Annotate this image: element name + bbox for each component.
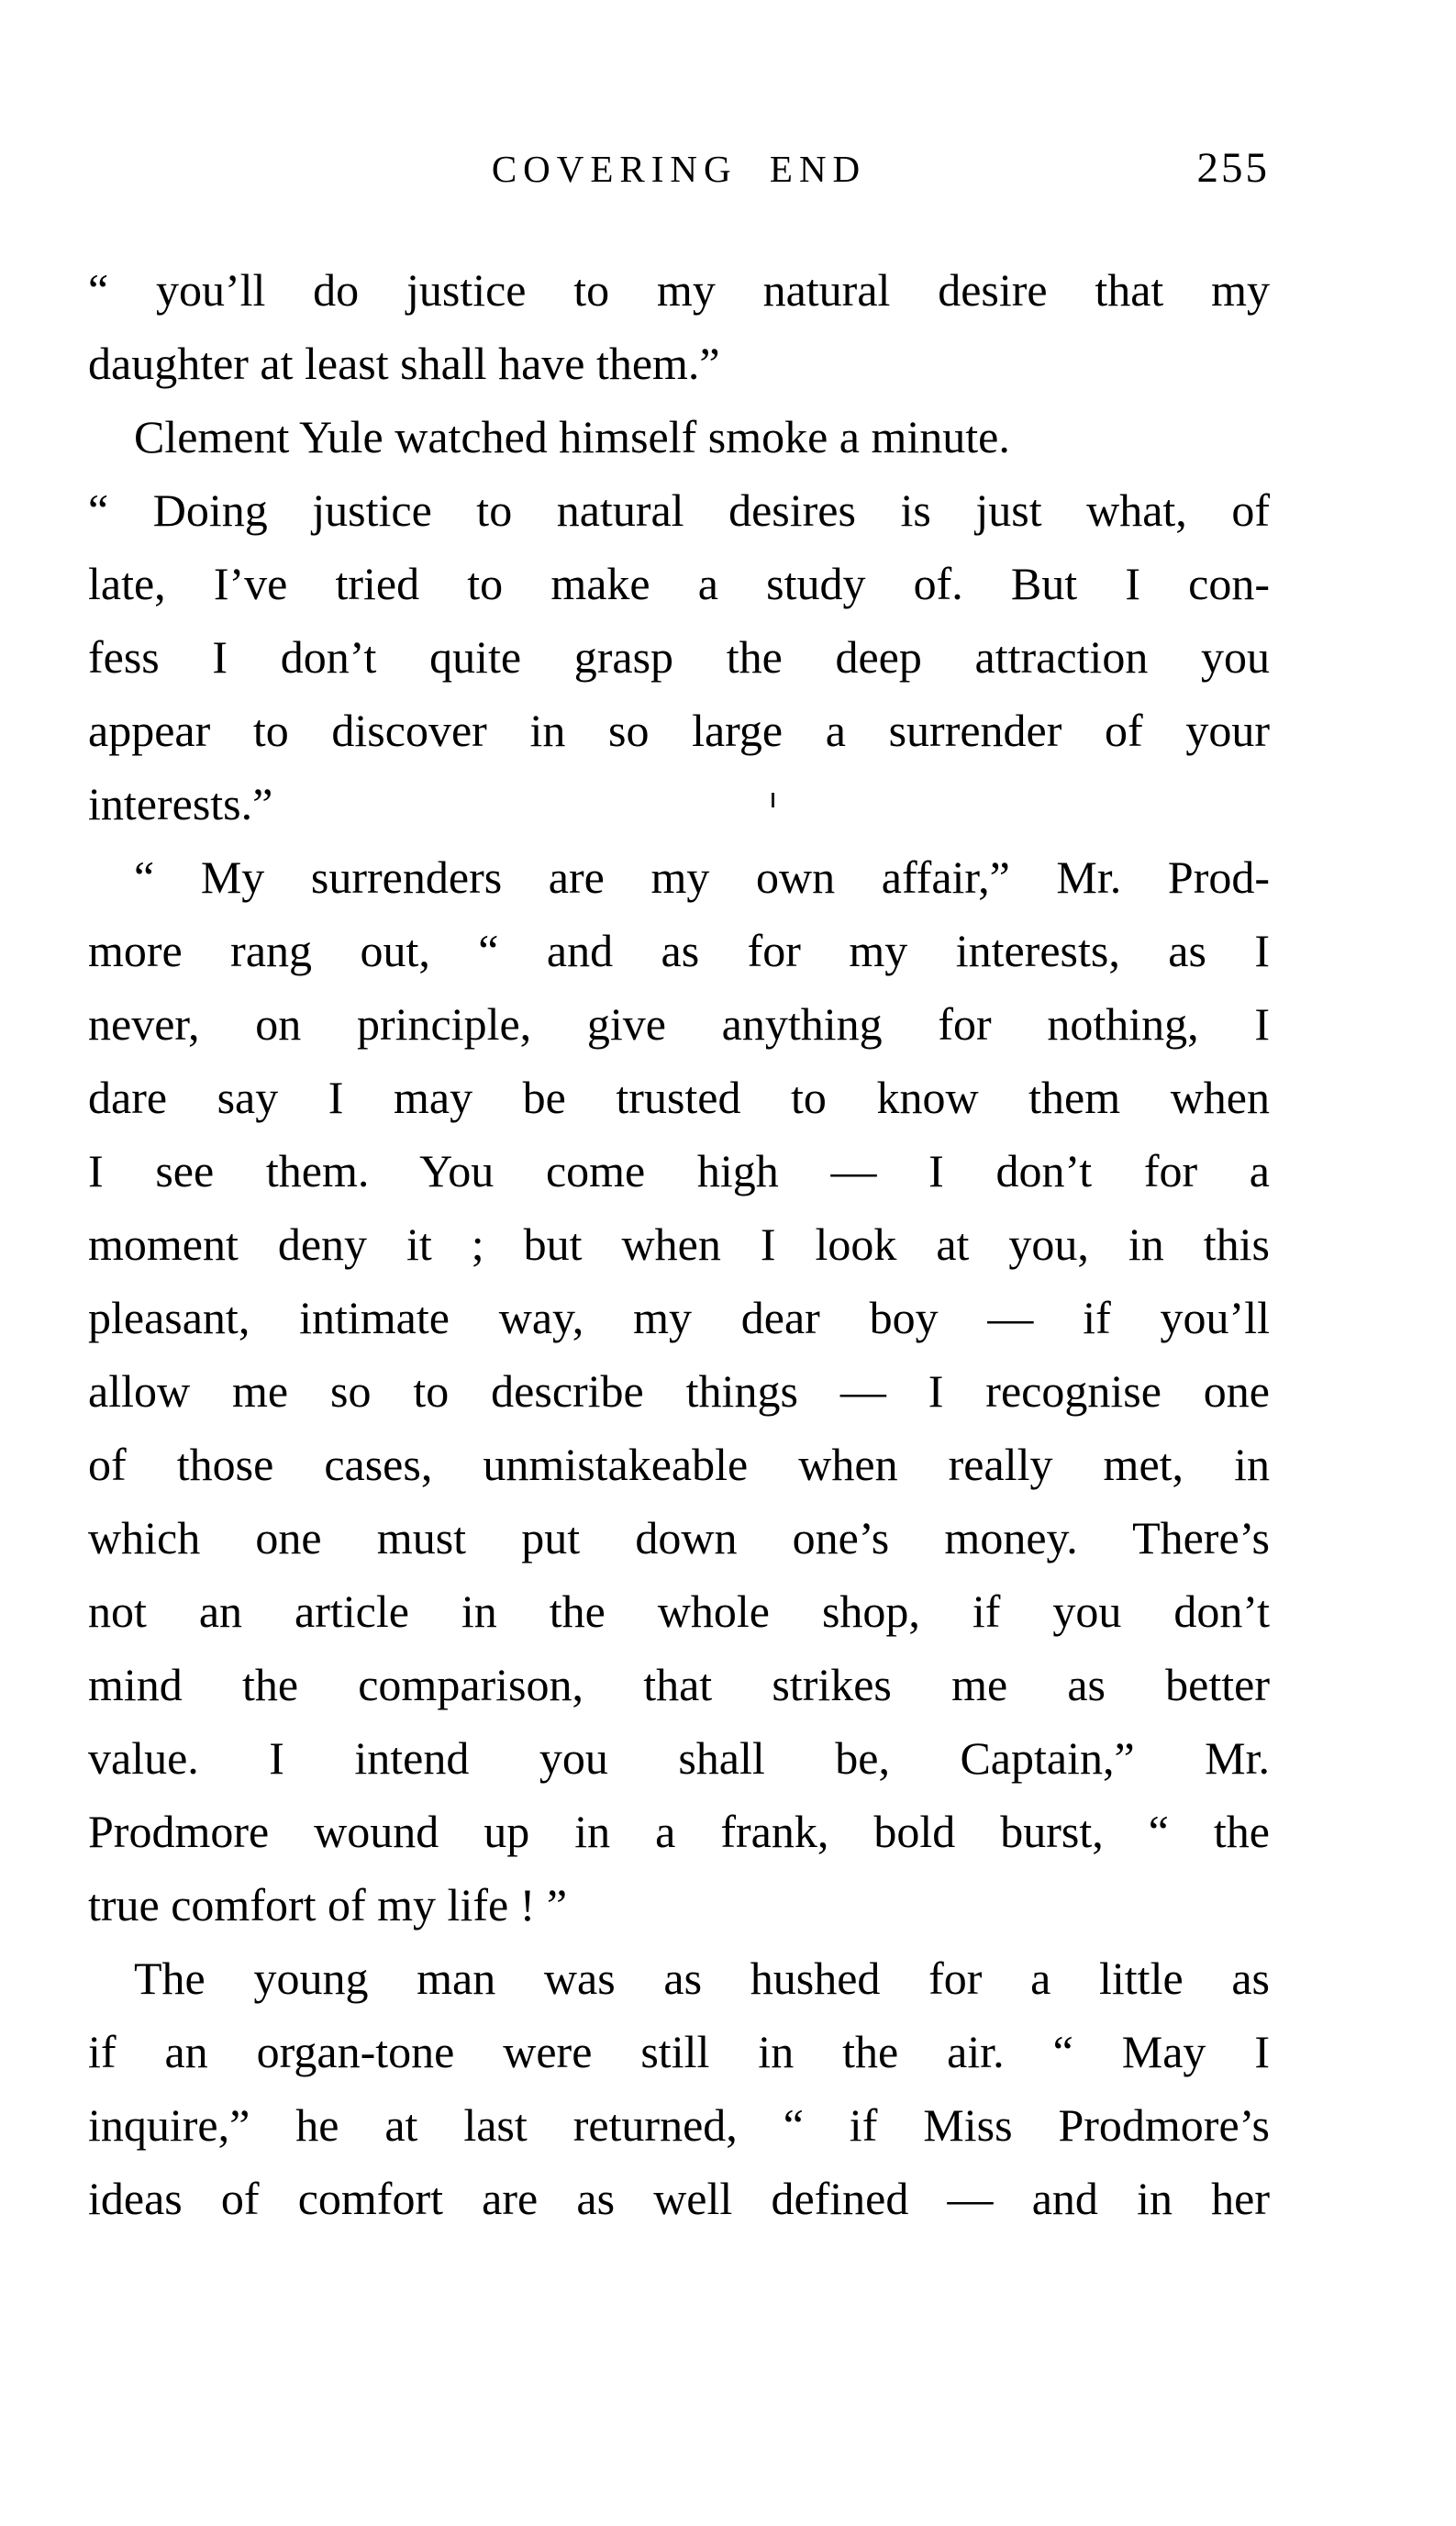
text-line: true comfort of my life ! ” — [88, 1879, 568, 1931]
text-line: appear to discover in so large a surrender of your — [88, 705, 1270, 756]
text-line: value. I intend you shall be, Captain,” Mr. — [88, 1732, 1270, 1784]
text-line: of those cases, unmistakeable when really met, in — [88, 1439, 1270, 1490]
text-line: mind the comparison, that strikes me as better — [88, 1659, 1270, 1710]
text-line: if an organ-tone were still in the air. “ May I — [88, 2026, 1270, 2077]
text-line: pleasant, intimate way, my dear boy — if you’ll — [88, 1292, 1270, 1343]
text-line: I see them. You come high — I don’t for a — [88, 1145, 1270, 1196]
text-line: “ you’ll do justice to my natural desire that my — [88, 264, 1270, 316]
text-line: ideas of comfort are as well defined — and in her — [88, 2173, 1270, 2224]
text-line: dare say I may be trusted to know them when — [88, 1072, 1270, 1123]
text-line: moment deny it ; but when I look at you, in this — [88, 1218, 1270, 1270]
text-line: never, on principle, give anything for nothing, I — [88, 998, 1270, 1050]
text-line: Prodmore wound up in a frank, bold burst, “ the — [88, 1806, 1270, 1857]
text-line: daughter at least shall have them.” — [88, 338, 720, 389]
text-line: more rang out, “ and as for my interests, as I — [88, 925, 1270, 976]
text-line: allow me so to describe things — I recognise one — [88, 1365, 1270, 1417]
text-line: “ Doing justice to natural desires is just what, of — [88, 484, 1270, 536]
page-number: 255 — [1196, 144, 1270, 192]
text-line: which one must put down one’s money. There’s — [88, 1512, 1270, 1563]
text-line: not an article in the whole shop, if you don’t — [88, 1586, 1270, 1637]
text-line: inquire,” he at last returned, “ if Miss Prodmore’s — [88, 2099, 1270, 2151]
page-text — [88, 253, 1270, 2235]
text-line: fess I don’t quite grasp the deep attraction you — [88, 631, 1270, 683]
scan-artifact-mark — [772, 793, 774, 807]
text-line: interests.” — [88, 778, 273, 829]
page-header — [88, 144, 1270, 202]
running-title: COVERING END — [491, 148, 867, 190]
text-line: “ My surrenders are my own affair,” Mr. Prod- — [134, 851, 1270, 903]
text-line: The young man was as hushed for a little as — [134, 1953, 1270, 2004]
text-line: late, I’ve tried to make a study of. But I con- — [88, 558, 1270, 609]
text-line: Clement Yule watched himself smoke a minute. — [134, 411, 1010, 462]
